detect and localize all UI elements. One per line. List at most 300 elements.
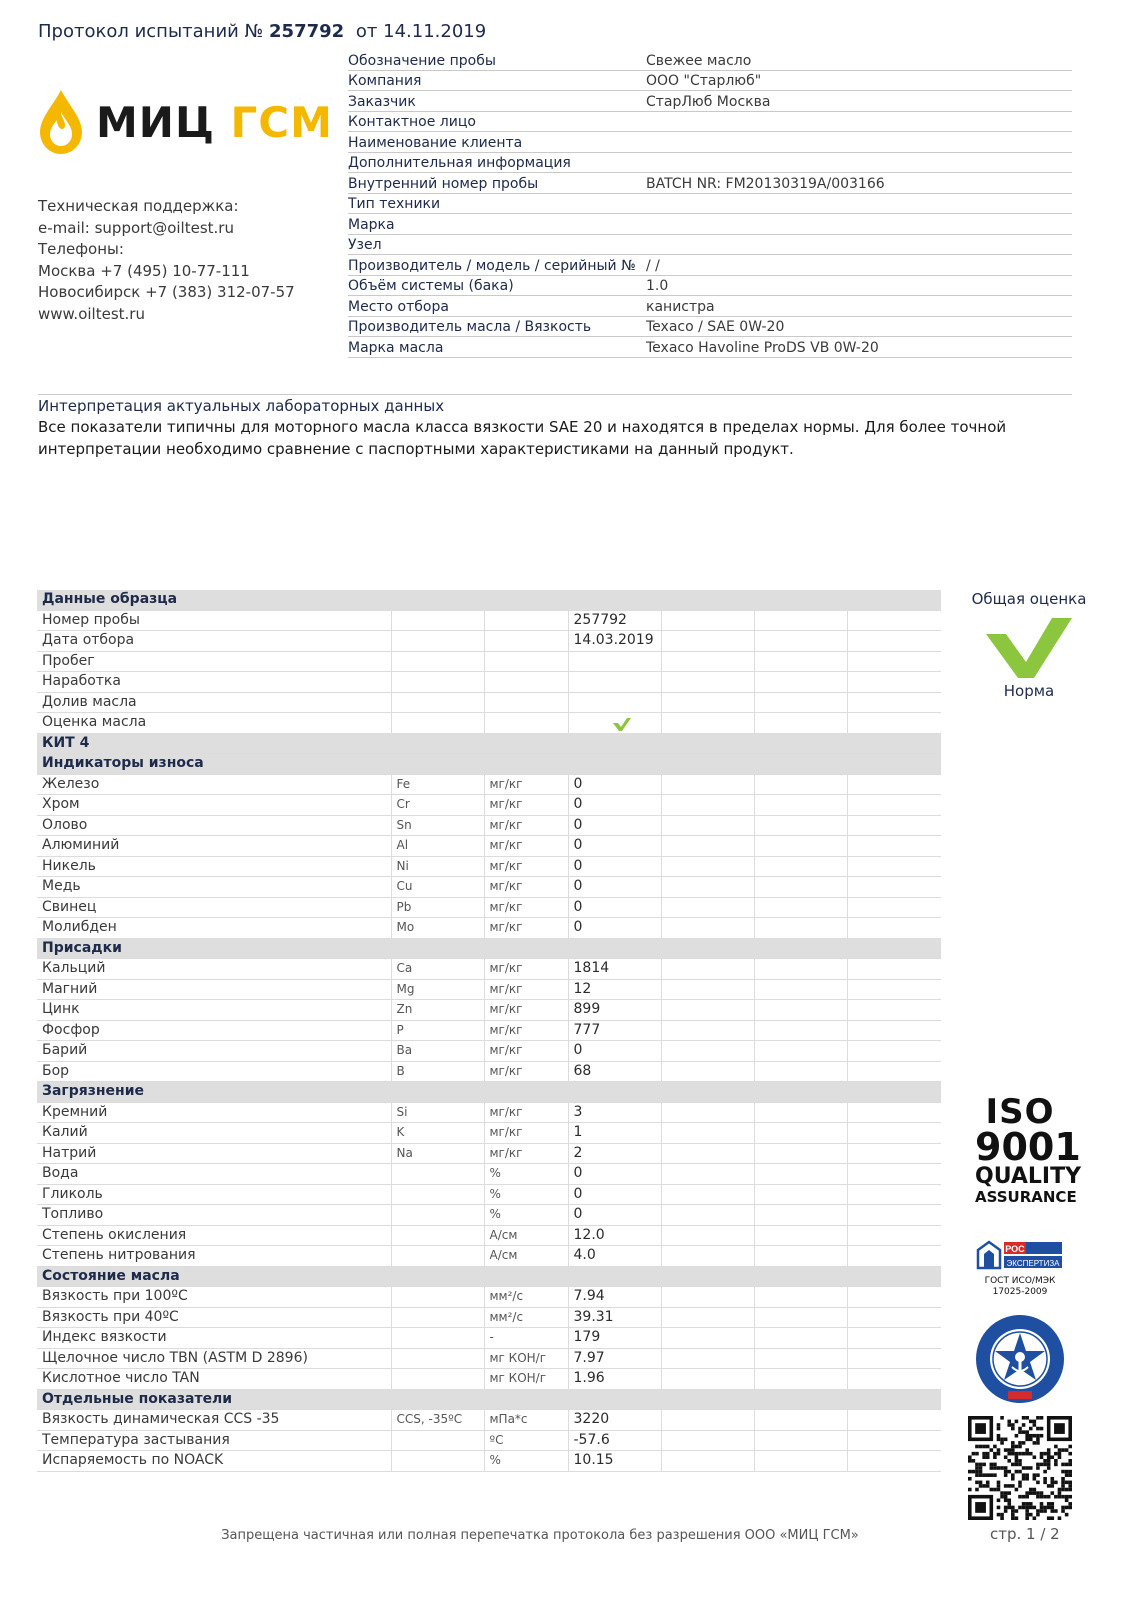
empty-cell bbox=[847, 1225, 941, 1246]
section-title: Загрязнение bbox=[37, 1082, 391, 1103]
overall-rating bbox=[968, 590, 1090, 700]
element-symbol: Pb bbox=[391, 897, 484, 918]
value-cell bbox=[568, 692, 661, 713]
element-symbol bbox=[391, 1451, 484, 1472]
empty-cell bbox=[847, 1041, 941, 1062]
rosexpertiza-logo bbox=[975, 1240, 1065, 1270]
empty-cell bbox=[661, 877, 754, 898]
table-row bbox=[37, 918, 941, 939]
table-row bbox=[37, 1410, 941, 1431]
section-cell bbox=[661, 1389, 754, 1410]
element-symbol: Na bbox=[391, 1143, 484, 1164]
empty-cell bbox=[754, 651, 847, 672]
empty-cell bbox=[661, 1102, 754, 1123]
table-row bbox=[37, 1246, 941, 1267]
table-row bbox=[37, 1430, 941, 1451]
element-symbol bbox=[391, 1348, 484, 1369]
section-cell bbox=[484, 590, 568, 610]
section-cell bbox=[847, 1266, 941, 1287]
value-cell bbox=[568, 713, 661, 734]
empty-cell bbox=[847, 1369, 941, 1390]
section-cell bbox=[391, 1389, 484, 1410]
empty-cell bbox=[661, 774, 754, 795]
element-symbol bbox=[391, 692, 484, 713]
empty-cell bbox=[754, 1020, 847, 1041]
iso-9001-badge: ISO 9001 QUALITY ASSURANCE bbox=[975, 1092, 1082, 1206]
empty-cell bbox=[661, 1287, 754, 1308]
gost-label: ГОСТ ИСО/МЭК 17025-2009 bbox=[984, 1276, 1056, 1297]
parameter-name: Оценка масла bbox=[37, 713, 391, 734]
table-row bbox=[37, 815, 941, 836]
empty-cell bbox=[847, 795, 941, 816]
unit-cell bbox=[484, 631, 568, 652]
element-symbol bbox=[391, 1287, 484, 1308]
section-cell bbox=[391, 938, 484, 959]
empty-cell bbox=[661, 918, 754, 939]
section-cell bbox=[754, 1389, 847, 1410]
copyright-notice: Запрещена частичная или полная перепечатка протокола без разрешения ООО «МИЦ ГСМ» bbox=[221, 1528, 859, 1543]
table-row bbox=[37, 631, 941, 652]
phones-heading: Телефоны: bbox=[38, 240, 124, 258]
empty-cell bbox=[661, 651, 754, 672]
section-cell bbox=[754, 1266, 847, 1287]
info-row bbox=[348, 214, 1072, 235]
empty-cell bbox=[661, 836, 754, 857]
table-row bbox=[37, 979, 941, 1000]
empty-cell bbox=[754, 1205, 847, 1226]
empty-cell bbox=[847, 1020, 941, 1041]
empty-cell bbox=[754, 713, 847, 734]
parameter-name: Магний bbox=[37, 979, 391, 1000]
element-symbol: CCS, -35ºС bbox=[391, 1410, 484, 1431]
info-value bbox=[646, 253, 1072, 254]
section-cell bbox=[391, 733, 484, 754]
section-cell bbox=[484, 1266, 568, 1287]
empty-cell bbox=[847, 856, 941, 877]
parameter-name: Кальций bbox=[37, 959, 391, 980]
empty-cell bbox=[661, 631, 754, 652]
element-symbol: Cr bbox=[391, 795, 484, 816]
empty-cell bbox=[754, 1184, 847, 1205]
parameter-name: Вязкость динамическая CCS -35 bbox=[37, 1410, 391, 1431]
element-symbol: Zn bbox=[391, 1000, 484, 1021]
unit-cell: А/см bbox=[484, 1225, 568, 1246]
empty-cell bbox=[754, 692, 847, 713]
unit-cell: мг/кг bbox=[484, 979, 568, 1000]
empty-cell bbox=[661, 610, 754, 631]
table-row bbox=[37, 1369, 941, 1390]
info-row bbox=[348, 132, 1072, 153]
value-cell bbox=[568, 651, 661, 672]
empty-cell bbox=[754, 1143, 847, 1164]
qr-code[interactable] bbox=[968, 1416, 1072, 1520]
title-prefix: Протокол испытаний № bbox=[38, 21, 264, 42]
info-key: Компания bbox=[348, 73, 422, 89]
info-row bbox=[348, 194, 1072, 215]
parameter-name: Железо bbox=[37, 774, 391, 795]
empty-cell bbox=[661, 1369, 754, 1390]
section-cell bbox=[847, 1082, 941, 1103]
empty-cell bbox=[847, 1000, 941, 1021]
table-row bbox=[37, 774, 941, 795]
unit-cell: мг КОН/г bbox=[484, 1369, 568, 1390]
table-row bbox=[37, 692, 941, 713]
element-symbol bbox=[391, 1225, 484, 1246]
parameter-name: Барий bbox=[37, 1041, 391, 1062]
unit-cell bbox=[484, 610, 568, 631]
unit-cell: мг/кг bbox=[484, 959, 568, 980]
element-symbol bbox=[391, 1205, 484, 1226]
empty-cell bbox=[847, 1061, 941, 1082]
empty-cell bbox=[754, 918, 847, 939]
value-cell: 0 bbox=[568, 1164, 661, 1185]
unit-cell: мг/кг bbox=[484, 795, 568, 816]
empty-cell bbox=[847, 672, 941, 693]
info-value: BATCH NR: FM20130319A/003166 bbox=[646, 175, 885, 192]
table-row bbox=[37, 1348, 941, 1369]
parameter-name: Индекс вязкости bbox=[37, 1328, 391, 1349]
parameter-name: Вода bbox=[37, 1164, 391, 1185]
info-value bbox=[646, 151, 1072, 152]
parameter-name: Хром bbox=[37, 795, 391, 816]
info-key: Обозначение пробы bbox=[348, 52, 496, 69]
section-header-row bbox=[37, 754, 941, 775]
section-cell bbox=[568, 590, 661, 610]
element-symbol: Mo bbox=[391, 918, 484, 939]
empty-cell bbox=[661, 1246, 754, 1267]
value-cell: 0 bbox=[568, 1205, 661, 1226]
empty-cell bbox=[847, 1328, 941, 1349]
unit-cell bbox=[484, 651, 568, 672]
empty-cell bbox=[661, 1143, 754, 1164]
phone-novosibirsk: Новосибирск +7 (383) 312-07-57 bbox=[38, 283, 295, 301]
info-row bbox=[348, 91, 1072, 112]
info-value: Свежее масло bbox=[646, 52, 752, 69]
parameter-name: Наработка bbox=[37, 672, 391, 693]
table-row bbox=[37, 856, 941, 877]
empty-cell bbox=[847, 1123, 941, 1144]
empty-cell bbox=[847, 1430, 941, 1451]
info-key: Производитель / модель / серийный № bbox=[348, 257, 636, 274]
empty-cell bbox=[847, 692, 941, 713]
unit-cell: ºС bbox=[484, 1430, 568, 1451]
unit-cell: мг/кг bbox=[484, 1061, 568, 1082]
info-row bbox=[348, 112, 1072, 133]
logo-wordmark: МИЦ ГСМ bbox=[96, 98, 333, 147]
section-cell bbox=[568, 1389, 661, 1410]
section-cell bbox=[391, 1266, 484, 1287]
element-symbol: Si bbox=[391, 1102, 484, 1123]
value-cell: 0 bbox=[568, 774, 661, 795]
table-row bbox=[37, 1307, 941, 1328]
rosexpertiza-badge bbox=[975, 1240, 1065, 1298]
empty-cell bbox=[754, 836, 847, 857]
unit-cell bbox=[484, 692, 568, 713]
info-row bbox=[348, 50, 1072, 71]
empty-cell bbox=[847, 1307, 941, 1328]
value-cell: 1814 bbox=[568, 959, 661, 980]
table-row bbox=[37, 1020, 941, 1041]
empty-cell bbox=[661, 713, 754, 734]
empty-cell bbox=[661, 1430, 754, 1451]
empty-cell bbox=[754, 1328, 847, 1349]
parameter-name: Олово bbox=[37, 815, 391, 836]
empty-cell bbox=[847, 1102, 941, 1123]
empty-cell bbox=[847, 774, 941, 795]
unit-cell: % bbox=[484, 1184, 568, 1205]
parameter-name: Свинец bbox=[37, 897, 391, 918]
section-cell bbox=[484, 733, 568, 754]
empty-cell bbox=[754, 1369, 847, 1390]
section-cell bbox=[661, 590, 754, 610]
section-cell bbox=[484, 1082, 568, 1103]
empty-cell bbox=[661, 1225, 754, 1246]
section-cell bbox=[568, 754, 661, 775]
empty-cell bbox=[754, 774, 847, 795]
table-row bbox=[37, 1164, 941, 1185]
table-row bbox=[37, 1061, 941, 1082]
unit-cell: мПа*с bbox=[484, 1410, 568, 1431]
element-symbol bbox=[391, 713, 484, 734]
info-value: Texaco / SAE 0W-20 bbox=[646, 319, 785, 335]
value-cell: 2 bbox=[568, 1143, 661, 1164]
interpretation-text: Все показатели типичны для моторного масла класса вязкости SAE 20 и находятся в пределах нормы. Для более точной интерпретации необходимо сравнение с паспортными характеристиками на данный продукт. bbox=[38, 418, 1007, 458]
element-symbol: Ca bbox=[391, 959, 484, 980]
element-symbol: Mg bbox=[391, 979, 484, 1000]
empty-cell bbox=[661, 979, 754, 1000]
empty-cell bbox=[754, 1000, 847, 1021]
parameter-name: Вязкость при 40ºС bbox=[37, 1307, 391, 1328]
section-cell bbox=[568, 1082, 661, 1103]
parameter-name: Дата отбора bbox=[37, 631, 391, 652]
info-row bbox=[348, 71, 1072, 92]
info-row bbox=[348, 235, 1072, 256]
unit-cell: - bbox=[484, 1328, 568, 1349]
value-cell: 179 bbox=[568, 1328, 661, 1349]
info-key: Тип техники bbox=[348, 196, 441, 212]
info-row bbox=[348, 153, 1072, 174]
empty-cell bbox=[847, 836, 941, 857]
value-cell: 777 bbox=[568, 1020, 661, 1041]
value-cell: 68 bbox=[568, 1061, 661, 1082]
section-header-row bbox=[37, 1266, 941, 1287]
info-value bbox=[646, 171, 1072, 172]
info-value: СтарЛюб Москва bbox=[646, 93, 771, 110]
parameter-name: Натрий bbox=[37, 1143, 391, 1164]
info-row bbox=[348, 317, 1072, 338]
element-symbol bbox=[391, 1184, 484, 1205]
section-cell bbox=[754, 590, 847, 610]
empty-cell bbox=[661, 1061, 754, 1082]
empty-cell bbox=[661, 1041, 754, 1062]
table-row bbox=[37, 1000, 941, 1021]
info-value: Texaco Havoline ProDS VB 0W-20 bbox=[646, 339, 879, 356]
info-row bbox=[348, 296, 1072, 317]
section-cell bbox=[568, 938, 661, 959]
empty-cell bbox=[847, 1348, 941, 1369]
empty-cell bbox=[754, 1164, 847, 1185]
element-symbol bbox=[391, 651, 484, 672]
element-symbol bbox=[391, 1164, 484, 1185]
section-title: Присадки bbox=[37, 938, 391, 959]
empty-cell bbox=[754, 1430, 847, 1451]
section-cell bbox=[391, 754, 484, 775]
section-cell bbox=[391, 1082, 484, 1103]
element-symbol: P bbox=[391, 1020, 484, 1041]
empty-cell bbox=[847, 1184, 941, 1205]
info-row bbox=[348, 276, 1072, 297]
value-cell: 0 bbox=[568, 836, 661, 857]
value-cell: 257792 bbox=[568, 610, 661, 631]
unit-cell: мг/кг bbox=[484, 1143, 568, 1164]
section-cell bbox=[847, 733, 941, 754]
element-symbol bbox=[391, 1246, 484, 1267]
support-heading: Техническая поддержка: bbox=[38, 197, 239, 215]
parameter-name: Номер пробы bbox=[37, 610, 391, 631]
value-cell: 12.0 bbox=[568, 1225, 661, 1246]
empty-cell bbox=[754, 1348, 847, 1369]
parameter-name: Цинк bbox=[37, 1000, 391, 1021]
empty-cell bbox=[661, 1020, 754, 1041]
info-key: Объём системы (бака) bbox=[348, 278, 514, 294]
element-symbol bbox=[391, 672, 484, 693]
unit-cell bbox=[484, 672, 568, 693]
parameter-name: Пробег bbox=[37, 651, 391, 672]
element-symbol: Fe bbox=[391, 774, 484, 795]
info-value bbox=[646, 130, 1072, 131]
section-cell bbox=[484, 938, 568, 959]
unit-cell: мг/кг bbox=[484, 1000, 568, 1021]
empty-cell bbox=[847, 918, 941, 939]
value-cell: 0 bbox=[568, 897, 661, 918]
empty-cell bbox=[661, 856, 754, 877]
info-row bbox=[348, 337, 1072, 358]
section-header-row bbox=[37, 590, 941, 610]
parameter-name: Алюминий bbox=[37, 836, 391, 857]
empty-cell bbox=[754, 897, 847, 918]
protocol-number: 257792 bbox=[269, 21, 345, 42]
parameter-name: Медь bbox=[37, 877, 391, 898]
unit-cell: мг/кг bbox=[484, 1102, 568, 1123]
empty-cell bbox=[754, 1061, 847, 1082]
register-seal-icon bbox=[974, 1313, 1066, 1405]
unit-cell: мг/кг bbox=[484, 877, 568, 898]
section-cell bbox=[754, 733, 847, 754]
table-row bbox=[37, 1225, 941, 1246]
table-row bbox=[37, 1102, 941, 1123]
table-row bbox=[37, 713, 941, 734]
empty-cell bbox=[847, 713, 941, 734]
overall-heading: Общая оценка bbox=[971, 590, 1087, 608]
empty-cell bbox=[661, 1184, 754, 1205]
empty-cell bbox=[661, 1205, 754, 1226]
empty-cell bbox=[847, 877, 941, 898]
empty-cell bbox=[661, 1123, 754, 1144]
empty-cell bbox=[661, 897, 754, 918]
section-cell bbox=[661, 754, 754, 775]
empty-cell bbox=[754, 1246, 847, 1267]
lab-results-table bbox=[37, 590, 941, 1472]
unit-cell: мг/кг bbox=[484, 918, 568, 939]
empty-cell bbox=[847, 1410, 941, 1431]
company-logo bbox=[38, 88, 333, 158]
info-value: ООО "Старлюб" bbox=[646, 73, 762, 89]
empty-cell bbox=[754, 1225, 847, 1246]
unit-cell: мг/кг bbox=[484, 1123, 568, 1144]
value-cell: 0 bbox=[568, 918, 661, 939]
unit-cell: мг/кг bbox=[484, 1020, 568, 1041]
unit-cell: мг/кг bbox=[484, 774, 568, 795]
info-key: Место отбора bbox=[348, 298, 449, 315]
empty-cell bbox=[754, 959, 847, 980]
section-cell bbox=[391, 590, 484, 610]
empty-cell bbox=[847, 815, 941, 836]
value-cell: 1 bbox=[568, 1123, 661, 1144]
value-cell: 0 bbox=[568, 815, 661, 836]
unit-cell: мг/кг bbox=[484, 1041, 568, 1062]
sample-info-table bbox=[348, 50, 1072, 358]
value-cell: 39.31 bbox=[568, 1307, 661, 1328]
element-symbol bbox=[391, 631, 484, 652]
empty-cell bbox=[754, 1041, 847, 1062]
element-symbol: Al bbox=[391, 836, 484, 857]
overall-status: Норма bbox=[1003, 682, 1055, 700]
table-row bbox=[37, 959, 941, 980]
value-cell: 899 bbox=[568, 1000, 661, 1021]
section-cell bbox=[847, 1389, 941, 1410]
check-icon bbox=[984, 616, 1074, 680]
info-key: Узел bbox=[348, 237, 382, 253]
section-cell bbox=[661, 938, 754, 959]
element-symbol: B bbox=[391, 1061, 484, 1082]
value-cell: 7.97 bbox=[568, 1348, 661, 1369]
parameter-name: Топливо bbox=[37, 1205, 391, 1226]
svg-text:ЭКСПЕРТИЗА: ЭКСПЕРТИЗА bbox=[1006, 1259, 1060, 1268]
empty-cell bbox=[661, 795, 754, 816]
value-cell: 4.0 bbox=[568, 1246, 661, 1267]
empty-cell bbox=[661, 959, 754, 980]
section-cell bbox=[754, 938, 847, 959]
info-key: Марка bbox=[348, 216, 395, 233]
section-cell bbox=[847, 590, 941, 610]
section-header-row bbox=[37, 733, 941, 754]
section-title: Отдельные показатели bbox=[37, 1389, 391, 1410]
value-cell bbox=[568, 672, 661, 693]
info-value: / / bbox=[646, 257, 660, 274]
unit-cell: % bbox=[484, 1164, 568, 1185]
interpretation-heading: Интерпретация актуальных лабораторных данных bbox=[38, 394, 1072, 415]
parameter-name: Кислотное число TAN bbox=[37, 1369, 391, 1390]
website: www.oiltest.ru bbox=[38, 304, 145, 323]
empty-cell bbox=[754, 979, 847, 1000]
info-row bbox=[348, 173, 1072, 194]
section-title: Данные образца bbox=[37, 590, 391, 610]
parameter-name: Никель bbox=[37, 856, 391, 877]
parameter-name: Долив масла bbox=[37, 692, 391, 713]
element-symbol bbox=[391, 610, 484, 631]
empty-cell bbox=[661, 1000, 754, 1021]
info-key: Производитель масла / Вязкость bbox=[348, 319, 592, 335]
element-symbol: K bbox=[391, 1123, 484, 1144]
table-row bbox=[37, 1287, 941, 1308]
empty-cell bbox=[661, 815, 754, 836]
drop-flame-icon bbox=[38, 88, 84, 158]
section-cell bbox=[661, 1082, 754, 1103]
empty-cell bbox=[754, 1307, 847, 1328]
empty-cell bbox=[661, 1410, 754, 1431]
section-header-row bbox=[37, 1389, 941, 1410]
section-cell bbox=[484, 754, 568, 775]
